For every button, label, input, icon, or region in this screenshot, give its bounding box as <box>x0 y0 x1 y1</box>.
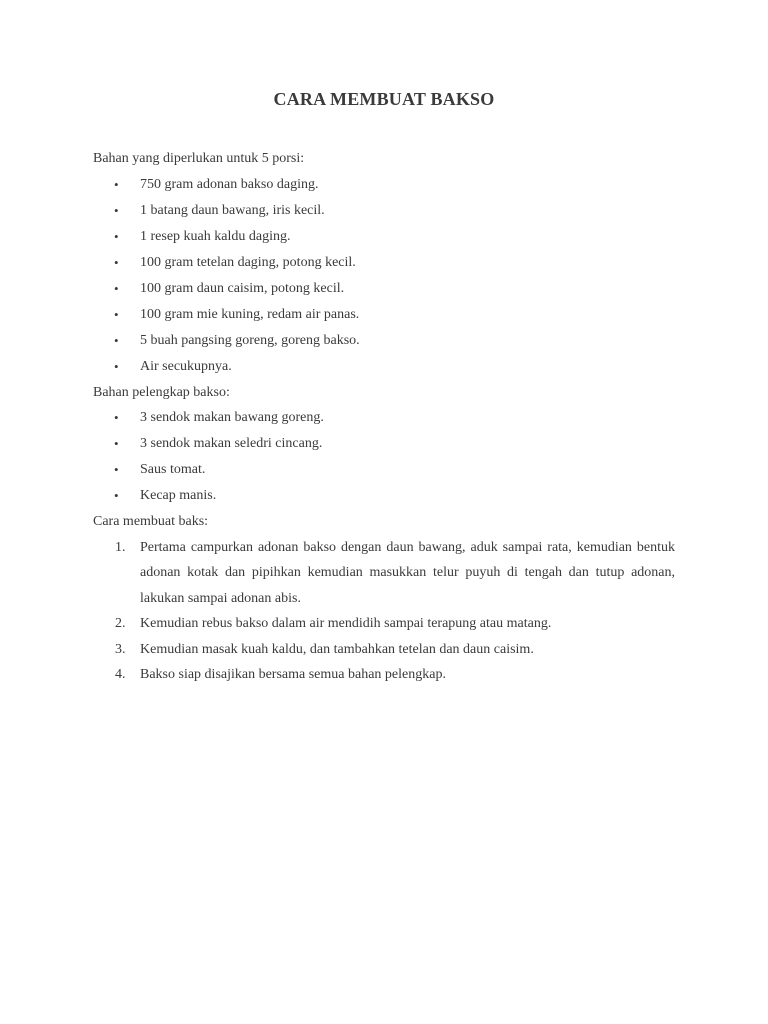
bullet-icon: • <box>114 176 119 192</box>
complements-list <box>93 405 675 509</box>
step-item <box>93 611 675 637</box>
list-item: • 1 batang daun bawang, iris kecil. <box>93 198 675 224</box>
list-item: • 1 resep kuah kaldu daging. <box>93 224 675 250</box>
list-item: • 3 sendok makan seledri cincang. <box>93 431 675 457</box>
step-item <box>93 535 675 612</box>
steps-heading: Cara membuat baks: <box>93 514 209 529</box>
list-item: • Saus tomat. <box>93 457 675 483</box>
document-title: CARA MEMBUAT BAKSO <box>273 89 495 109</box>
list-item: • 100 gram tetelan daging, potong kecil. <box>93 250 675 276</box>
bullet-icon: • <box>114 280 119 296</box>
bullet-icon: • <box>114 462 119 477</box>
complements-heading: Bahan pelengkap bakso: <box>93 384 230 400</box>
step-text: Pertama campurkan adonan bakso dengan daun bawang, aduk sampai rata, kemudian bentuk adonan kotak dan pipihkan kemudian masukkan telur puyuh di tengah dan tutup adonan, lakukan sampai adonan abis. <box>140 539 675 606</box>
step-item <box>93 637 675 663</box>
document-body <box>93 146 675 688</box>
bullet-icon: • <box>114 202 119 218</box>
list-item: • 100 gram mie kuning, redam air panas. <box>93 302 675 328</box>
list-item: • 750 gram adonan bakso daging. <box>93 172 675 198</box>
list-item: • 5 buah pangsing goreng, goreng bakso. <box>93 328 675 354</box>
bullet-icon: • <box>114 358 119 374</box>
step-number: 1. <box>115 539 126 555</box>
list-item: • 3 sendok makan bawang goreng. <box>93 405 675 431</box>
list-item: • Air secukupnya. <box>93 354 675 380</box>
step-text: Bakso siap disajikan bersama semua bahan pelengkap. <box>140 667 446 682</box>
bullet-icon: • <box>114 488 119 503</box>
list-item: • 100 gram daun caisim, potong kecil. <box>93 276 675 302</box>
step-text: Kemudian rebus bakso dalam air mendidih sampai terapung atau matang. <box>140 616 552 631</box>
steps-list <box>93 535 675 688</box>
step-text: Kemudian masak kuah kaldu, dan tambahkan tetelan dan daun caisim. <box>140 641 534 657</box>
bullet-icon: • <box>114 228 119 244</box>
step-number: 4. <box>115 667 126 682</box>
bullet-icon: • <box>114 332 119 348</box>
bullet-icon: • <box>114 254 119 270</box>
bullet-icon: • <box>114 410 119 425</box>
ingredients-heading: Bahan yang diperlukan untuk 5 porsi: <box>93 151 305 166</box>
step-number: 3. <box>115 641 126 657</box>
bullet-icon: • <box>114 436 119 451</box>
step-item <box>93 662 675 688</box>
ingredients-list <box>93 172 675 380</box>
bullet-icon: • <box>114 306 119 322</box>
step-number: 2. <box>115 616 126 631</box>
list-item: • Kecap manis. <box>93 483 675 509</box>
